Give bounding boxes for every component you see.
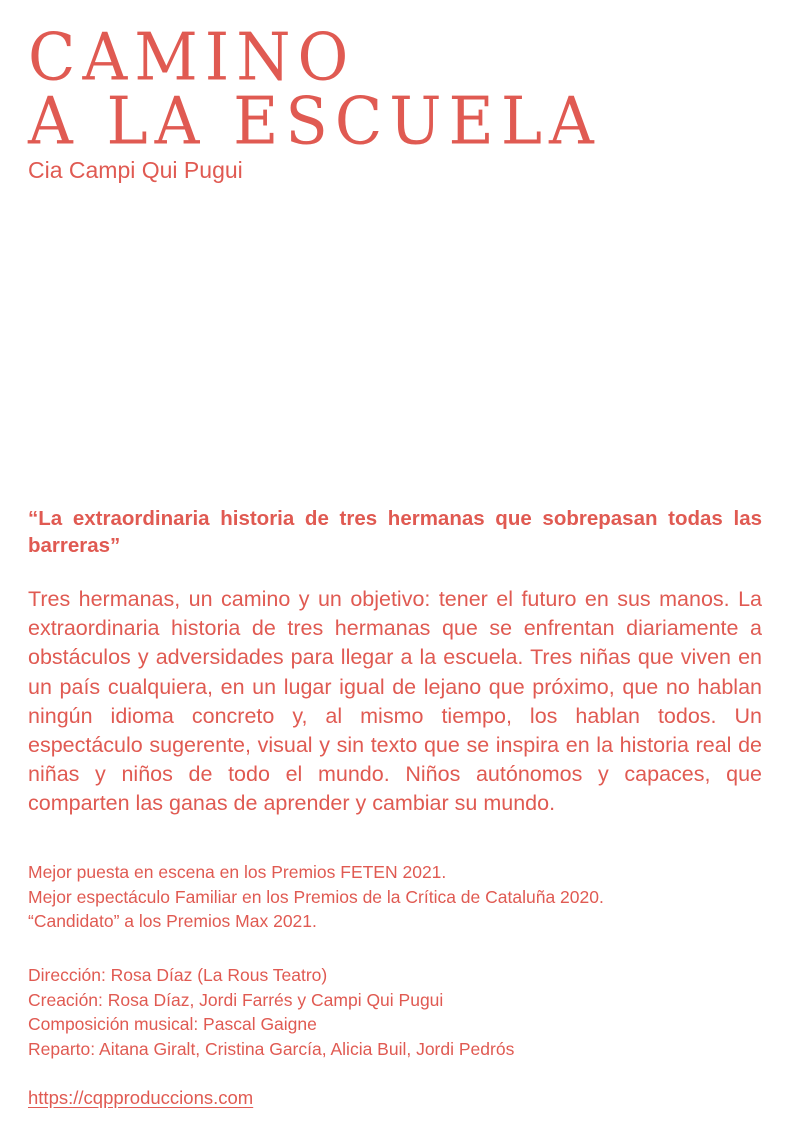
show-description: Tres hermanas, un camino y un objetivo: tener el futuro en sus manos. La extraordinaria historia de tres hermanas que se enfrentan diariamente a obstáculos y adversidades para llegar a la escuela. Tres niñas que viven en un país cualquiera, en un lugar igual de lejano que próximo, que no hablan ningún idioma concreto y, al mismo tiempo, los hablan todos. Un espectáculo sugerente, visual y sin texto que se inspira en la historia real de niñas y niños de todo el mundo. Niños autónomos y capaces, que comparten las ganas de aprender y cambiar su mundo. xyxy=(28,587,762,816)
company-name: Cia Campi Qui Pugui xyxy=(28,157,243,183)
website-link[interactable]: https://cqpproduccions.com xyxy=(28,1087,254,1108)
show-title xyxy=(28,18,768,160)
award-item: Mejor puesta en escena en los Premios FETEN 2021. xyxy=(28,862,447,882)
credits-list xyxy=(28,963,768,1061)
award-item: Mejor espectáculo Familiar en los Premios de la Crítica de Cataluña 2020. xyxy=(28,886,604,907)
credit-cast: Reparto: Aitana Giralt, Cristina García, Alicia Buil, Jordi Pedrós xyxy=(28,1038,515,1059)
awards-list xyxy=(28,860,768,934)
tagline-quote: “La extraordinaria historia de tres hermanas que sobrepasan todas las barreras” xyxy=(28,507,762,557)
title-line-1: CAMINO xyxy=(28,18,356,96)
award-item: “Candidato” a los Premios Max 2021. xyxy=(28,911,317,932)
credit-direction: Dirección: Rosa Díaz (La Rous Teatro) xyxy=(28,965,328,985)
title-line-2: A LA ESCUELA xyxy=(28,82,601,160)
credit-music: Composición musical: Pascal Gaigne xyxy=(28,1014,317,1035)
credit-creation: Creación: Rosa Díaz, Jordi Farrés y Campi Qui Pugui xyxy=(28,989,444,1010)
